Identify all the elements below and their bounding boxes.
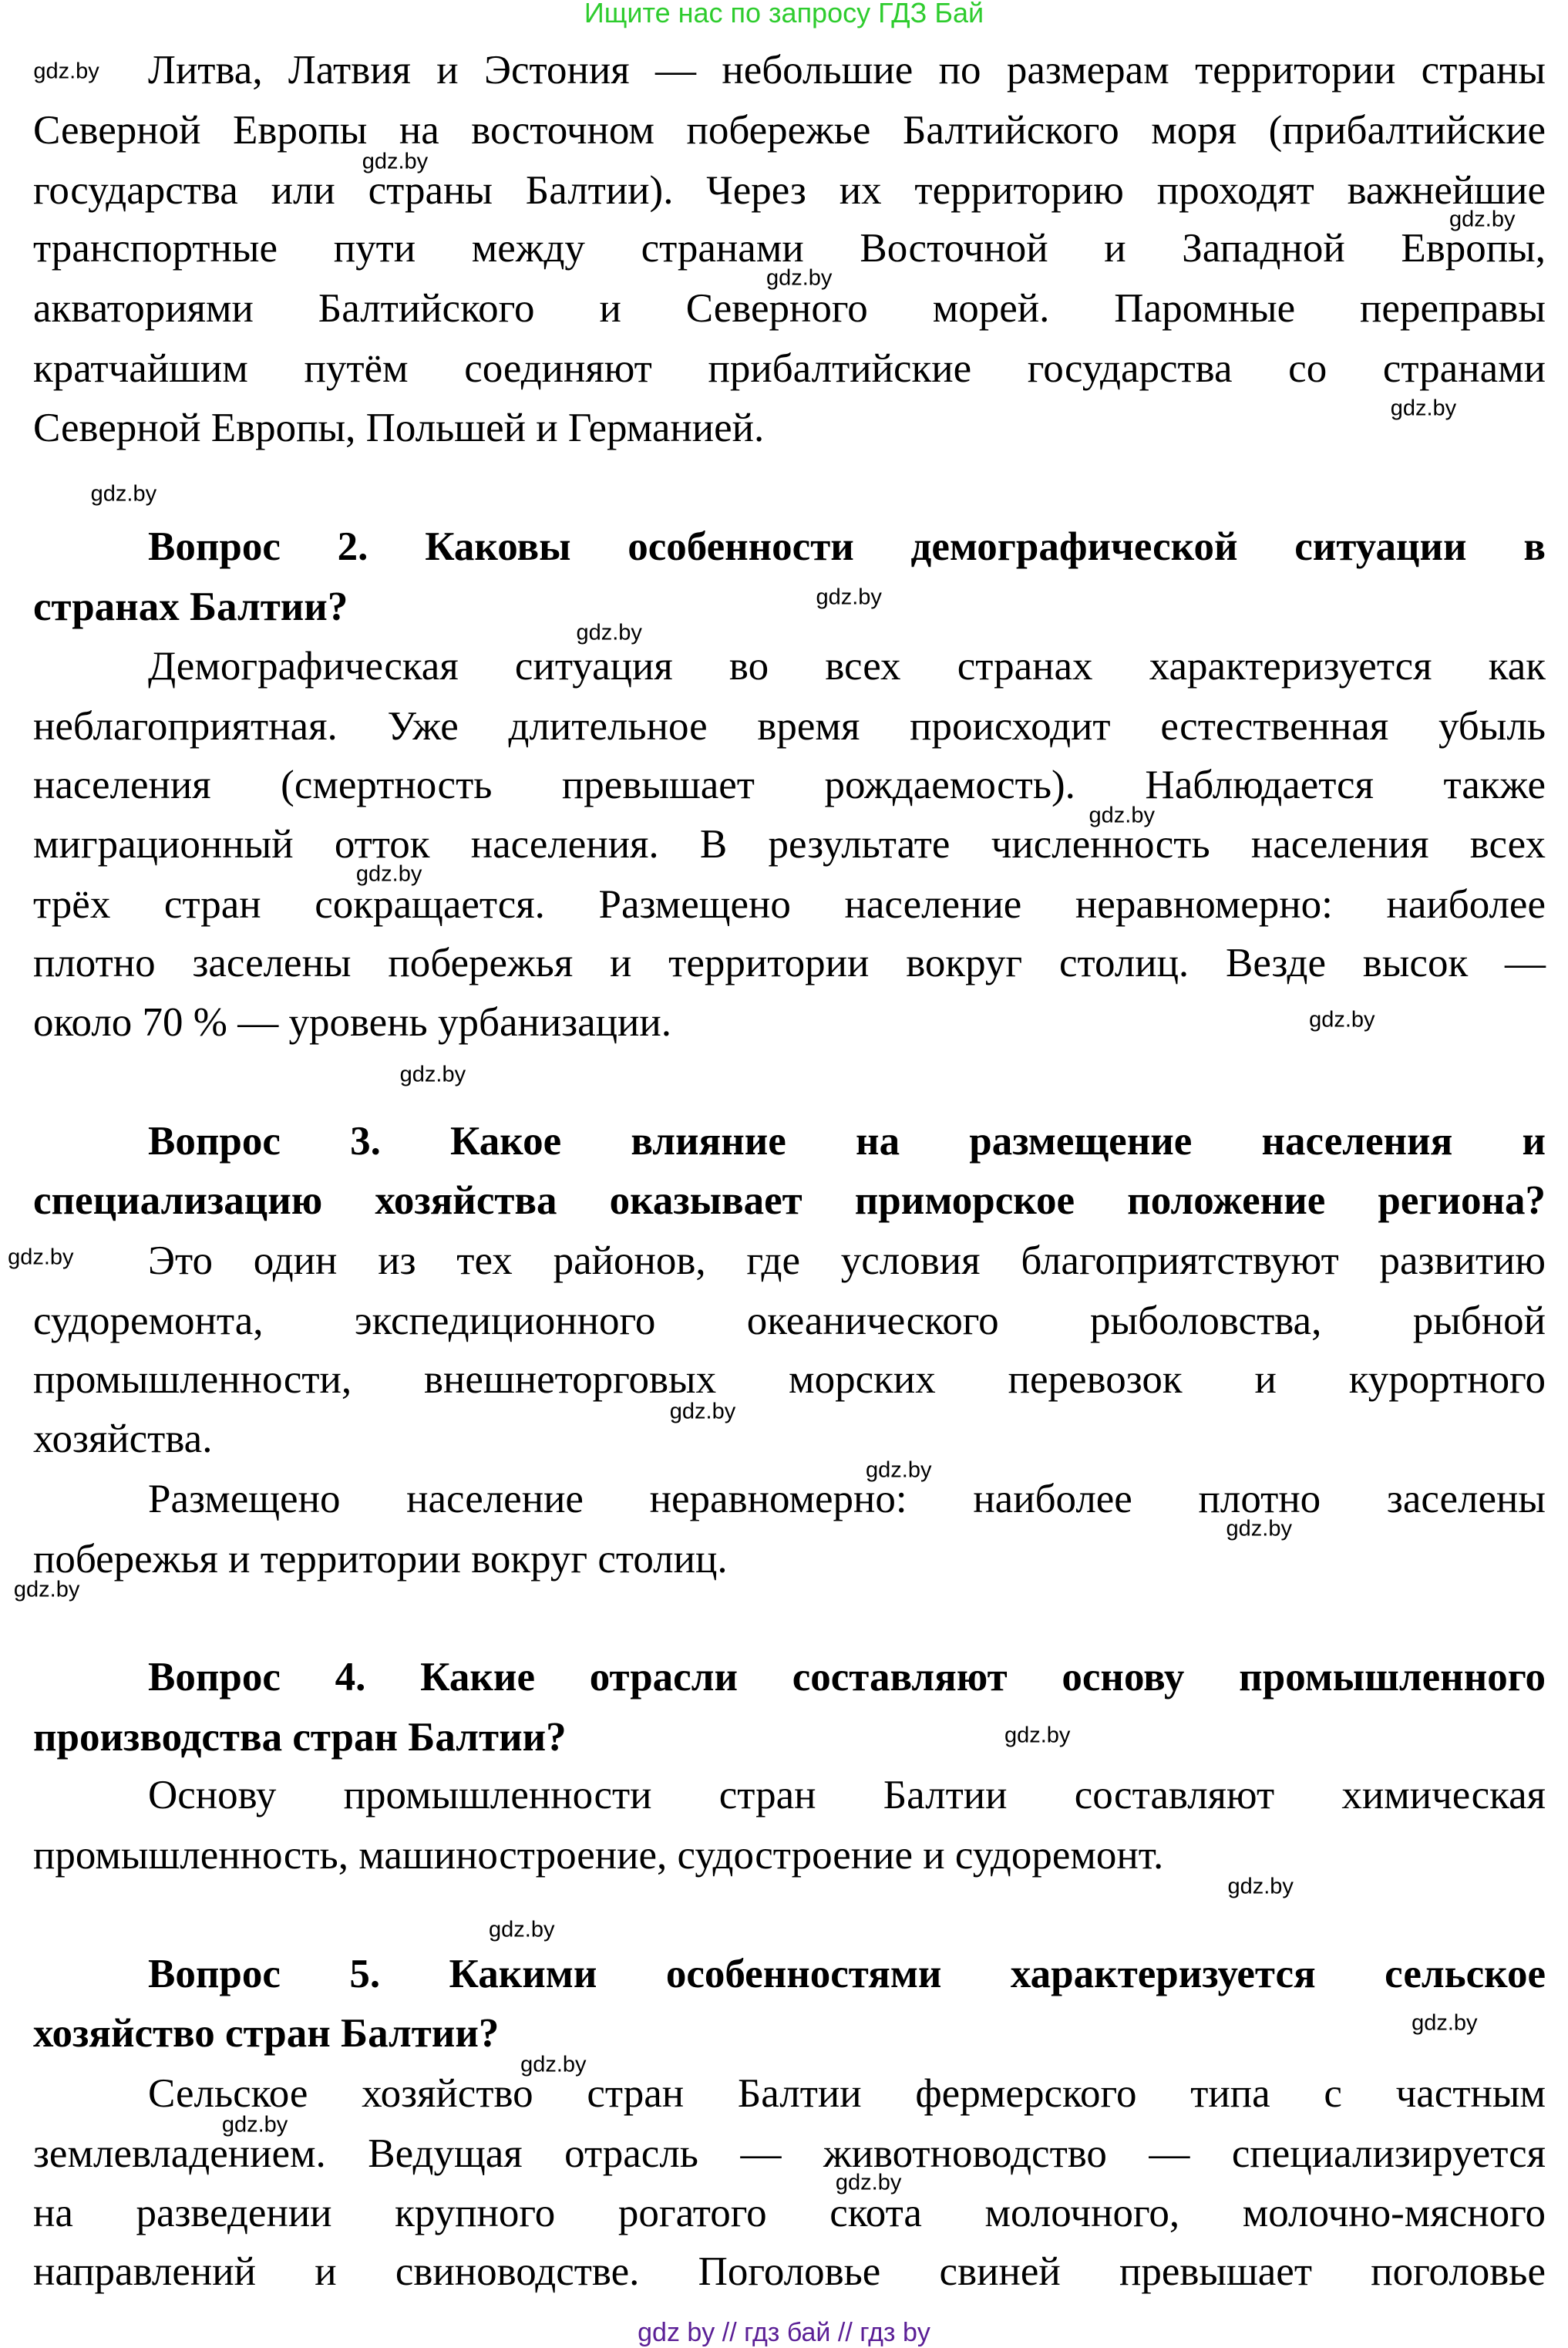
text-line: Это один из тех районов, где условия благоприятствуют развитию (148, 1238, 1546, 1284)
text-line: на разведении крупного рогатого скота молочного, молочно-мясного (33, 2191, 1546, 2236)
question-line: Вопрос 2. Каковы особенности демографической ситуации в (148, 524, 1546, 569)
watermark: gdz.by (1004, 1723, 1071, 1748)
watermark: gdz.by (765, 265, 833, 291)
text-line: акваториями Балтийского и Северного морей. Паромные переправы (33, 286, 1546, 332)
watermark: gdz.by (33, 59, 99, 84)
watermark: gdz.by (13, 1577, 80, 1602)
watermark: gdz.by (90, 481, 157, 507)
watermark: gdz.by (1227, 1874, 1294, 1899)
question-line: Вопрос 5. Какими особенностями характеризуется сельское (148, 1951, 1546, 1996)
text-line: Сельское хозяйство стран Балтии фермерского типа с частным (148, 2070, 1546, 2116)
text-line: направлений и свиноводстве. Поголовье свиней превышает поголовье (33, 2249, 1546, 2294)
question-line: специализацию хозяйства оказывает приморское положение региона? (33, 1178, 1546, 1224)
watermark: gdz.by (1309, 1007, 1375, 1032)
text-line: населения (смертность превышает рождаемость). Наблюдается также (33, 762, 1546, 807)
watermark: gdz.by (1412, 2010, 1478, 2036)
question-line: странах Балтии? (33, 584, 348, 629)
watermark: gdz.by (221, 2112, 288, 2137)
watermark: gdz.by (399, 1062, 466, 1087)
text-line: Литва, Латвия и Эстония — небольшие по размерам территории страны (148, 48, 1546, 93)
text-line: судоремонта, экспедиционного океанического рыболовства, рыбной (33, 1298, 1546, 1343)
bottom-banner: gdz by // гдз бай // гдз by (638, 2318, 930, 2347)
watermark: gdz.by (520, 2052, 587, 2077)
watermark: gdz.by (1089, 803, 1155, 828)
text-line: Основу промышленности стран Балтии составляют химическая (148, 1773, 1546, 1818)
text-line: трёх стран сокращается. Размещено население неравномерно: наиболее (33, 881, 1546, 927)
text-line: миграционный отток населения. В результате численность населения всех (33, 822, 1546, 867)
text-line: кратчайшим путём соединяют прибалтийские государства со странами (33, 345, 1546, 391)
text-line: транспортные пути между странами Восточной и Западной Европы, (33, 226, 1546, 271)
watermark: gdz.by (866, 1457, 932, 1483)
text-line: побережья и территории вокруг столиц. (33, 1536, 728, 1582)
watermark: gdz.by (8, 1245, 74, 1270)
text-line: около 70 % — уровень урбанизации. (33, 1000, 671, 1046)
watermark: gdz.by (355, 861, 422, 887)
watermark: gdz.by (1449, 207, 1516, 232)
watermark: gdz.by (1226, 1516, 1292, 1541)
text-line: Размещено население неравномерно: наиболее плотно заселены (148, 1476, 1546, 1521)
text-line: Северной Европы, Польшей и Германией. (33, 406, 765, 451)
text-line: землевладением. Ведущая отрасль — животноводство — специализируется (33, 2131, 1546, 2176)
watermark: gdz.by (362, 149, 429, 174)
text-line: хозяйства. (33, 1417, 213, 1462)
watermark: gdz.by (576, 620, 642, 645)
top-banner: Ищите нас по запросу ГДЗ Бай (584, 0, 984, 29)
text-line: неблагоприятная. Уже длительное время происходит естественная убыль (33, 703, 1546, 749)
watermark: gdz.by (816, 584, 882, 610)
watermark: gdz.by (489, 1917, 555, 1942)
text-line: Северной Европы на восточном побережье Балтийского моря (прибалтийские (33, 107, 1546, 153)
text-line: промышленности, внешнеторговых морских перевозок и курортного (33, 1356, 1546, 1402)
watermark: gdz.by (1390, 396, 1457, 421)
question-line: Вопрос 4. Какие отрасли составляют основу промышленного (148, 1655, 1546, 1700)
question-line: Вопрос 3. Какое влияние на размещение населения и (148, 1118, 1546, 1164)
text-line: Демографическая ситуация во всех странах характеризуется как (148, 644, 1546, 689)
text-line: государства или страны Балтии). Через их территорию проходят важнейшие (33, 167, 1546, 213)
text-line: плотно заселены побережья и территории вокруг столиц. Везде высок — (33, 940, 1546, 985)
watermark: gdz.by (835, 2170, 902, 2195)
question-line: производства стран Балтии? (33, 1714, 567, 1760)
watermark: gdz.by (669, 1399, 736, 1424)
question-line: хозяйство стран Балтии? (33, 2011, 500, 2057)
text-line: промышленность, машиностроение, судостроение и судоремонт. (33, 1833, 1164, 1878)
